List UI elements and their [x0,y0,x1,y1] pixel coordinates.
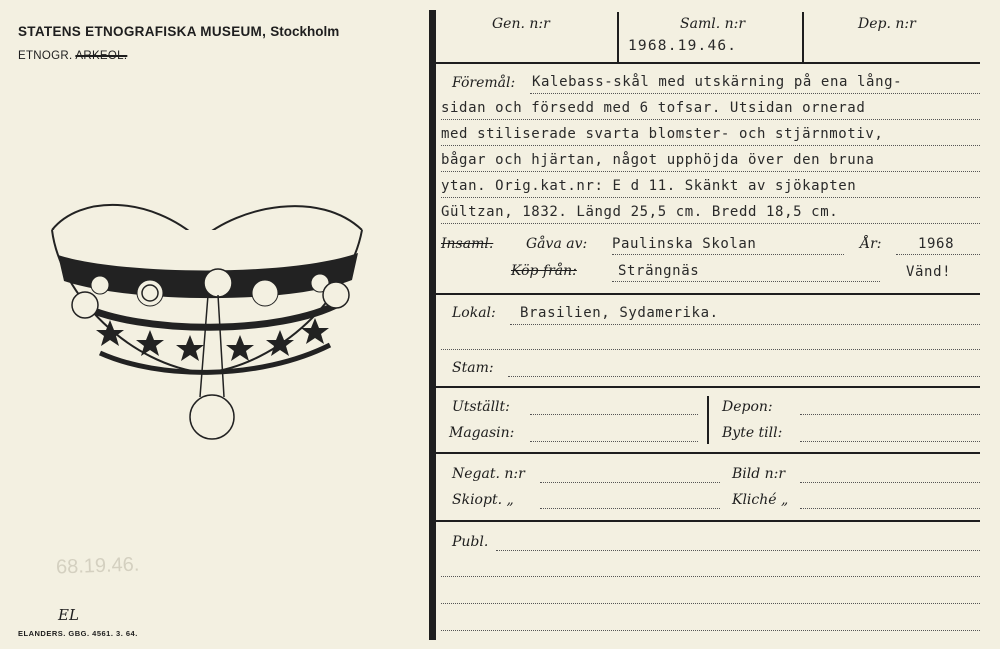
foremal-line-3: med stiliserade svarta blomster- och stjärnmotiv, [441,126,884,142]
museum-name: STATENS ETNOGRAFISKA MUSEUM, [18,24,267,39]
stam-label: Stam: [452,360,494,376]
saml-value: 1968.19.46. [628,38,738,54]
ghost-number: 68.19.46. [55,553,140,579]
dotted-line [800,482,980,483]
dotted-line [612,281,880,282]
cataloguer-initials: EL [58,606,79,624]
foremal-line-6: Gültzan, 1832. Längd 25,5 cm. Bredd 18,5 cm. [441,204,839,220]
dotted-line [441,197,980,198]
section-rule [436,520,980,522]
dotted-line [441,603,980,604]
dotted-line [530,93,980,94]
header-rule [436,62,980,64]
section-rule [436,452,980,454]
section-rule [436,386,980,388]
foremal-line-5: ytan. Orig.kat.nr: E d 11. Skänkt av sjökapten [441,178,857,194]
ar-label: År: [860,236,882,252]
foremal-label: Föremål: [452,75,516,91]
gourd-bowl-illustration-icon [40,185,370,450]
skiopt-label: Skiopt. „ [452,492,514,508]
kop-value: Strängnäs [618,263,700,279]
kliche-label: Kliché „ [732,492,789,508]
department-struck: ARKEOL. [75,50,128,62]
dotted-line [530,441,698,442]
dotted-line [441,145,980,146]
kop-label: Köp från: [511,263,577,279]
header-divider-2 [802,12,804,62]
dotted-line [510,324,980,325]
foremal-line-4: bågar och hjärtan, något upphöjda över den bruna [441,152,875,168]
department-prefix: ETNOGR. [18,50,73,62]
lokal-label: Lokal: [452,305,496,321]
magasin-label: Magasin: [449,425,515,441]
dotted-line [612,254,844,255]
gava-value: Paulinska Skolan [612,236,757,252]
dotted-line [441,223,980,224]
dotted-line [800,508,980,509]
lokal-value: Brasilien, Sydamerika. [520,305,719,321]
dotted-line [540,482,720,483]
dotted-line [800,414,980,415]
foremal-line-1: Kalebass-skål med utskärning på ena lång- [532,74,903,90]
bild-label: Bild n:r [732,466,786,482]
foremal-line-2: sidan och försedd med 6 tofsar. Utsidan ornerad [441,100,866,116]
insaml-label: Insaml. [441,236,494,252]
gen-label: Gen. n:r [492,16,550,32]
byte-label: Byte till: [722,425,783,441]
museum-heading [18,24,339,39]
dotted-line [540,508,720,509]
card-divider [429,10,436,640]
publ-label: Publ. [452,534,489,550]
gava-label: Gåva av: [526,236,588,252]
storage-divider [707,396,709,444]
dotted-line [441,119,980,120]
department-line [18,50,127,62]
depon-label: Depon: [722,399,773,415]
dotted-line [441,630,980,631]
ar-value: 1968 [918,236,955,252]
dotted-line [441,349,980,350]
dotted-line [530,414,698,415]
vand-note: Vänd! [906,264,952,280]
dotted-line [800,441,980,442]
museum-city: Stockholm [270,24,340,39]
printer-imprint: ELANDERS. GBG. 4561. 3. 64. [18,629,138,638]
dotted-line [896,254,980,255]
utstallt-label: Utställt: [452,399,510,415]
saml-label: Saml. n:r [680,16,746,32]
section-rule [436,293,980,295]
negat-label: Negat. n:r [452,466,525,482]
dotted-line [441,171,980,172]
header-divider-1 [617,12,619,62]
dep-label: Dep. n:r [858,16,916,32]
dotted-line [441,576,980,577]
dotted-line [508,376,980,377]
dotted-line [496,550,980,551]
